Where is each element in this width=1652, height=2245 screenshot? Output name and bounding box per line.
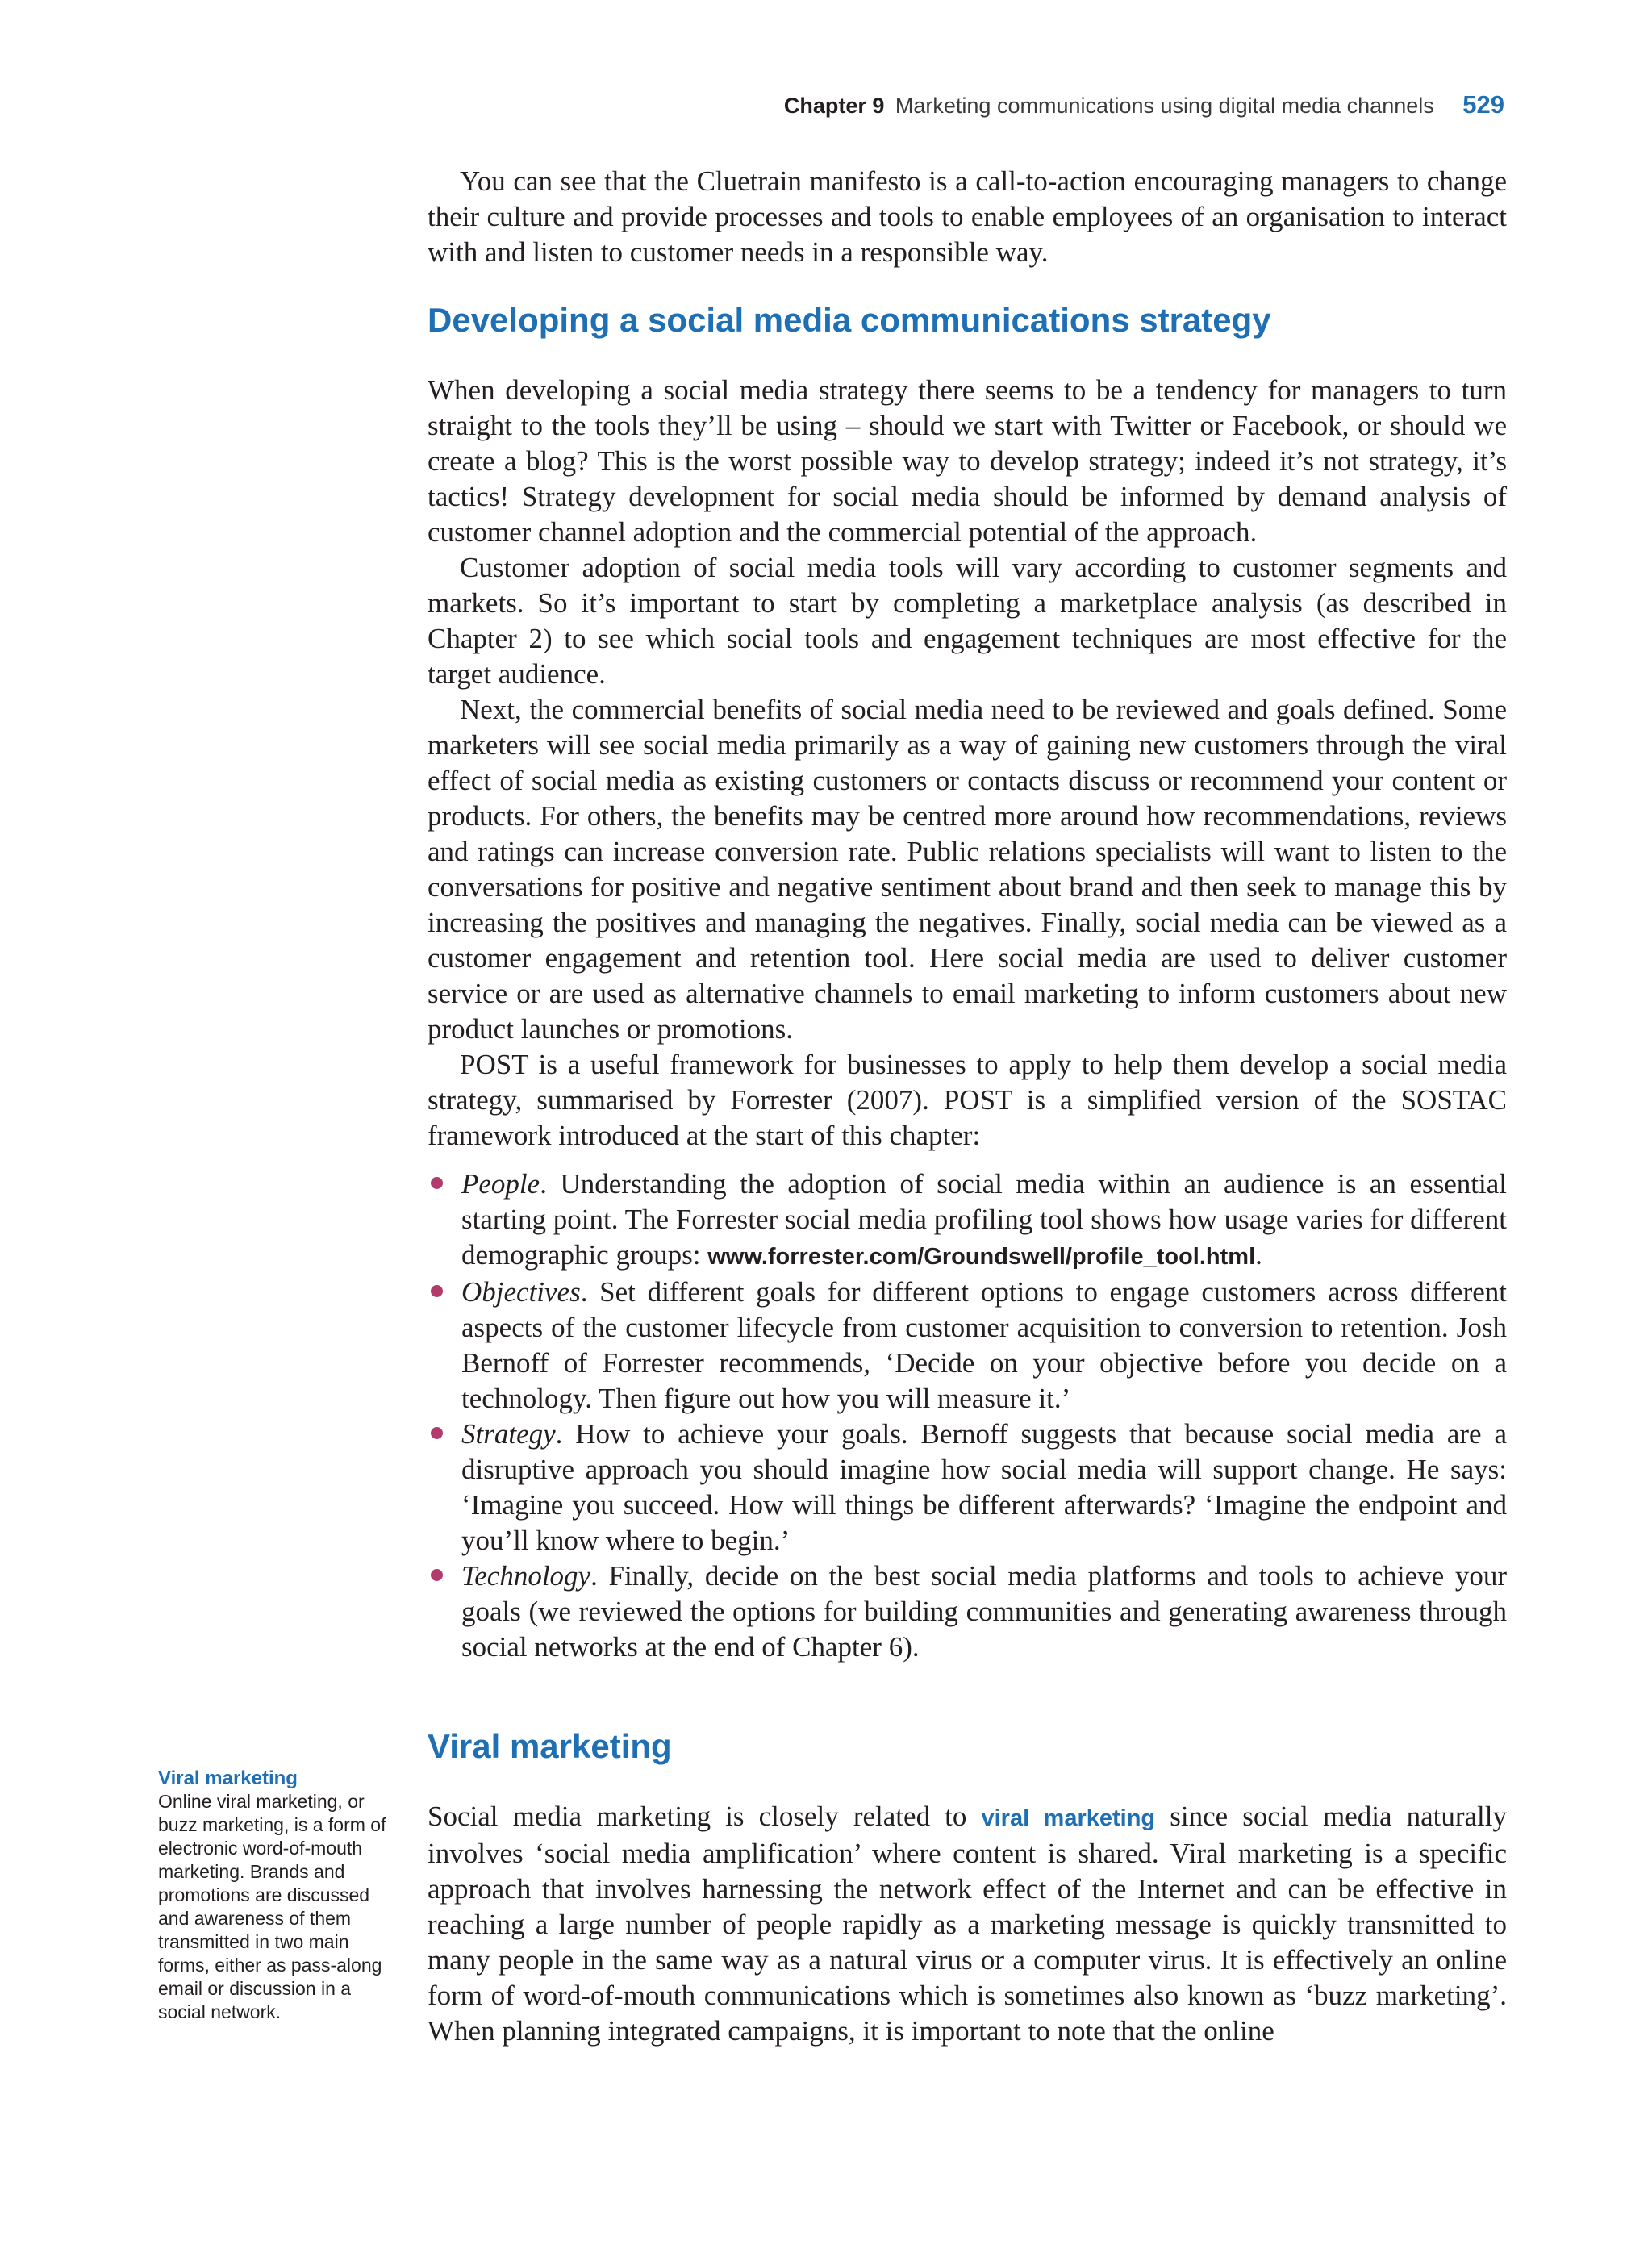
- list-item: [428, 1559, 1507, 1665]
- bullet-term: Objectives: [461, 1276, 581, 1308]
- main-text-column: [428, 164, 1507, 2049]
- bullet-text: . How to achieve your goals. Bernoff suggests that because social media are a disruptive approach you should imagine how social media will support change. He says: ‘Imagine you succeed. How will things be different afterwards? ‘Imagine the endpoint and you’ll know where to begin.’: [461, 1418, 1507, 1556]
- paragraph: Next, the commercial benefits of social media need to be reviewed and goals defined. Some marketers will see social media primarily as a way of gaining new customers through the viral effect of social media as existing customers or contacts discuss or recommend your content or products. For others, the benefits may be centred more around how recommendations, reviews and ratings can increase conversion rate. Public relations specialists will want to listen to the conversations for positive and negative sentiment about brand and then seek to manage this by increasing the positives and managing the negatives. Finally, social media can be viewed as a customer engagement and retention tool. Here social media are used to deliver customer service or are used as alternative channels to email marketing to inform customers about new product launches or promotions.: [428, 694, 1507, 1045]
- post-framework-list: [428, 1166, 1507, 1665]
- bullet-text: . Finally, decide on the best social media platforms and tools to achieve your goals (we reviewed the options for building communities and generating awareness through social networks at the end of Chapter 6).: [461, 1560, 1507, 1663]
- paragraph: When developing a social media strategy there seems to be a tendency for managers to turn straight to the tools they’ll be using – should we start with Twitter or Facebook, or should we create a blog? This is the worst possible way to develop strategy; indeed it’s not strategy, it’s tactics! Strategy development for social media should be informed by demand analysis of customer channel adoption and the commercial potential of the approach.: [428, 374, 1507, 548]
- running-header: [784, 90, 1504, 119]
- section-heading-viral-marketing: Viral marketing: [428, 1727, 672, 1765]
- margin-definition-text: Online viral marketing, or buzz marketing, is a form of electronic word-of-mouth marketing. Brands and promotions are discussed and awareness of them transmitted in two main forms, either as pass-along email or discussion in a social network.: [158, 1791, 386, 2022]
- key-term-viral-marketing: viral marketing: [981, 1805, 1156, 1831]
- chapter-label: Chapter 9: [783, 94, 885, 118]
- bullet-text: . Understanding the adoption of social media within an audience is an essential starting point. The Forrester social media profiling tool shows how usage varies for different demographic groups:: [461, 1168, 1507, 1271]
- bullet-term: People: [461, 1168, 540, 1200]
- bullet-text-end: .: [1255, 1239, 1262, 1271]
- list-item: [428, 1417, 1507, 1559]
- paragraph-text: since social media naturally involves ‘social media amplification’ where content is shared. Viral marketing is a specific approach that involves harnessing the network effect of the Internet and can be effective in reaching a large number of people rapidly as a marketing message is quickly transmitted to many people in the same way as a natural virus or a computer virus. It is effectively an online form of word-of-mouth communications which is sometimes also known as ‘buzz marketing’. When planning integrated campaigns, it is important to note that the online: [428, 1801, 1508, 2047]
- page-number: 529: [1462, 90, 1504, 119]
- bullet-dot-icon: [431, 1569, 443, 1581]
- bullet-term: Technology: [461, 1560, 591, 1592]
- intro-paragraph: You can see that the Cluetrain manifesto is a call-to-action encouraging managers to change their culture and provide processes and tools to enable employees of an organisation to interact with and listen to customer needs in a responsible way.: [428, 165, 1507, 268]
- margin-definition: [158, 1767, 392, 2024]
- bullet-dot-icon: [431, 1427, 443, 1439]
- list-item: [428, 1275, 1507, 1417]
- paragraph: POST is a useful framework for businesses to apply to help them develop a social media strategy, summarised by Forrester (2007). POST is a simplified version of the SOSTAC framework introduced at the start of this chapter:: [428, 1049, 1507, 1151]
- bullet-text: . Set different goals for different options to engage customers across different aspects of the customer lifecycle from customer acquisition to conversion to retention. Josh Bernoff of Forrester recommends, ‘Decide on your objective before you decide on a technology. Then figure out how you will measure it.’: [461, 1276, 1507, 1414]
- paragraph-text: Social media marketing is closely related to: [428, 1801, 982, 1832]
- list-item: [428, 1166, 1507, 1275]
- bullet-dot-icon: [431, 1285, 443, 1297]
- bullet-dot-icon: [431, 1177, 443, 1189]
- paragraph: [428, 1799, 1507, 2049]
- section-heading-social-media-strategy: Developing a social media communications strategy: [428, 301, 1271, 339]
- margin-term: Viral marketing: [158, 1767, 298, 1789]
- forrester-profile-tool-link[interactable]: www.forrester.com/Groundswell/profile_tool.html: [707, 1244, 1256, 1270]
- bullet-term: Strategy: [461, 1418, 556, 1450]
- chapter-title: Marketing communications using digital media channels: [895, 94, 1434, 118]
- paragraph: Customer adoption of social media tools will vary according to customer segments and markets. So it’s important to start by completing a marketplace analysis (as described in Chapter 2) to see which social tools and engagement techniques are most effective for the target audience.: [428, 552, 1507, 690]
